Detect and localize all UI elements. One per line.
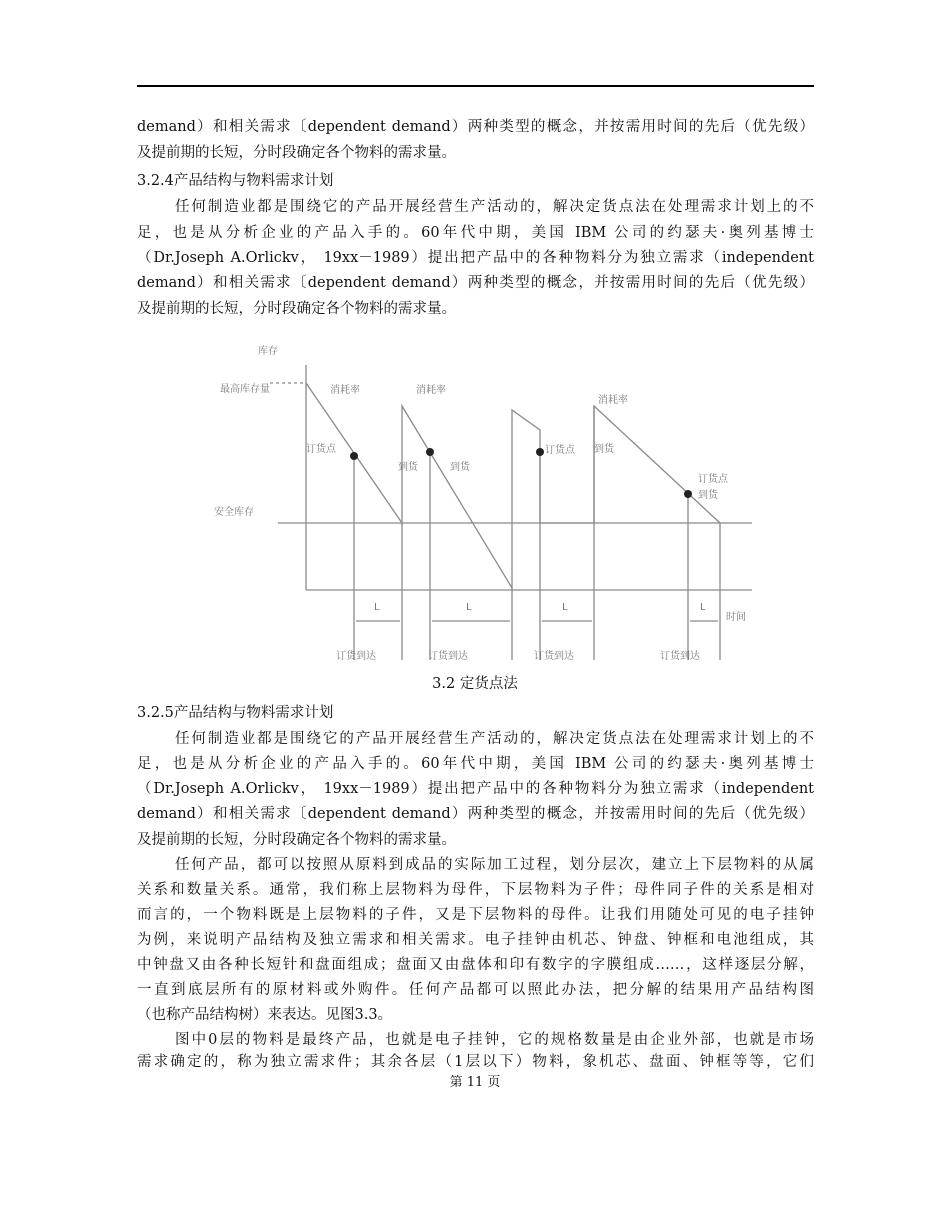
text-line: 一直到底层所有的原材料或外购件。任何产品都可以照此办法，把分解的结果用产品结构图 [137, 982, 814, 998]
y-axis-label: 库存 [258, 346, 278, 357]
x-axis-label: 时间 [726, 612, 746, 623]
text-line: demand）和相关需求〔dependent demand）两种类型的概念，并按需用时间的先后（优先级） [137, 275, 814, 291]
cycle-label: 消耗率 [416, 385, 446, 396]
page-number: 第 11 页 [449, 1075, 501, 1090]
text-line: demand）和相关需求〔dependent demand）两种类型的概念，并按需用时间的先后（优先级） [137, 806, 814, 822]
text-line: 而言的，一个物料既是上层物料的子件，又是下层物料的母件。让我们用随处可见的电子挂钟 [137, 907, 814, 923]
receipt-label: 到货 [594, 444, 614, 455]
reorder-point-dot [350, 452, 358, 460]
arrival-label: 订货到达 [428, 651, 468, 662]
text-line: 任何制造业都是围绕它的产品开展经营生产活动的，解决定货点法在处理需求计划上的不 [175, 731, 814, 747]
text-line: 关系和数量关系。通常，我们称上层物料为母件，下层物料为子件；母件同子件的关系是相对 [137, 882, 814, 898]
arrival-label: 订货到达 [534, 651, 574, 662]
inventory-sawtooth [306, 383, 720, 588]
safety-stock-label: 安全库存 [214, 507, 254, 518]
reorder-point-label: 订货点 [698, 474, 728, 485]
text-line: 及提前期的长短，分时段确定各个物料的需求量。 [137, 832, 456, 848]
text-line: 足，也是从分析企业的产品入手的。60年代中期，美国 IBM 公司的约瑟夫·奥列基博士 [137, 225, 814, 241]
lead-time-mark: L [562, 602, 568, 613]
lead-time-mark: L [700, 602, 706, 613]
text-line: 任何制造业都是围绕它的产品开展经营生产活动的，解决定货点法在处理需求计划上的不 [175, 199, 814, 215]
text-line: 为例，来说明产品结构及独立需求和相关需求。电子挂钟由机芯、钟盘、钟框和电池组成，其 [137, 932, 814, 948]
text-line: 图中0层的物料是最终产品，也就是电子挂钟，它的规格数量是由企业外部，也就是市场 [175, 1032, 814, 1048]
text-line: 及提前期的长短，分时段确定各个物料的需求量。 [137, 301, 456, 317]
text-line: （Dr.Joseph A.Orlickv， 19xx－1989）提出把产品中的各种物料分为独立需求（independent [137, 250, 814, 266]
text-line: demand）和相关需求〔dependent demand）两种类型的概念，并按需用时间的先后（优先级） [137, 119, 814, 135]
text-line: 任何产品，都可以按照从原料到成品的实际加工过程，划分层次，建立上下层物料的从属 [175, 857, 814, 873]
reorder-point-label: 订货点 [545, 445, 575, 456]
max-level-label: 最高库存量 [220, 384, 270, 395]
cycle-label: 消耗率 [598, 395, 628, 406]
figure-caption: 3.2 定货点法 [432, 676, 518, 692]
section-heading: 3.2.4产品结构与物料需求计划 [137, 173, 334, 189]
receipt-label: 到货 [398, 462, 418, 473]
reorder-point-label: 订货点 [306, 444, 336, 455]
receipt-label: 到货 [450, 462, 470, 473]
reorder-point-dot [684, 490, 692, 498]
text-line: 中钟盘又由各种长短针和盘面组成；盘面又由盘体和印有数字的字膜组成……，这样逐层分解， [137, 957, 814, 973]
lead-time-mark: L [374, 602, 380, 613]
receipt-label: 到货 [698, 490, 718, 501]
text-line: 足，也是从分析企业的产品入手的。60年代中期，美国 IBM 公司的约瑟夫·奥列基博士 [137, 756, 814, 772]
reorder-point-dot [536, 448, 544, 456]
section-heading: 3.2.5产品结构与物料需求计划 [137, 705, 334, 721]
lead-time-mark: L [466, 602, 472, 613]
cycle-label: 消耗率 [330, 385, 360, 396]
text-line: 需求确定的，称为独立需求件；其余各层（1层以下）物料，象机芯、盘面、钟框等等，它们 [137, 1054, 814, 1070]
text-line: （Dr.Joseph A.Orlickv， 19xx－1989）提出把产品中的各种物料分为独立需求（independent [137, 781, 814, 797]
text-line: （也称产品结构树）来表达。见图3.3。 [137, 1007, 393, 1023]
arrival-label: 订货到达 [336, 651, 376, 662]
text-line: 及提前期的长短，分时段确定各个物料的需求量。 [137, 145, 456, 161]
reorder-point-dot [426, 448, 434, 456]
arrival-label: 订货到达 [660, 651, 700, 662]
